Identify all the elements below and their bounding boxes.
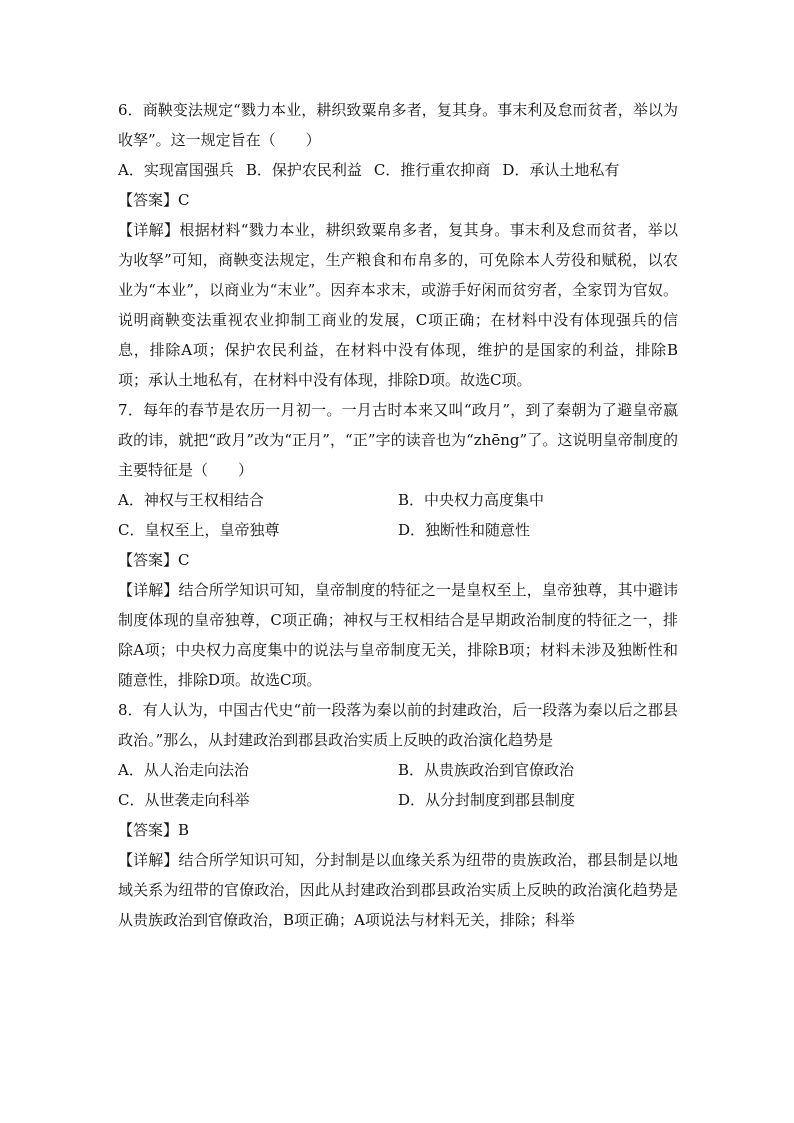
question-8-options bbox=[118, 755, 678, 815]
question-8-option-b: B．从贵族政治到官僚政治 bbox=[398, 761, 575, 779]
question-8-option-d: D．从分封制度到郡县制度 bbox=[398, 791, 576, 809]
question-7-stem: 7．每年的春节是农历一月初一。一月古时本来又叫“政月”，到了秦朝为了避皇帝嬴政的讳，就把“政月”改为“正月”，“正”字的读音也为“zhēng”了。这说明皇帝制度的主要特征是（ ） bbox=[118, 401, 678, 479]
question-7-option-a: A．神权与王权相结合 bbox=[118, 491, 264, 509]
question-7-detail: 【详解】结合所学知识可知，皇帝制度的特征之一是皇权至上，皇帝独尊，其中避讳制度体现的皇帝独尊，C项正确；神权与王权相结合是早期政治制度的特征之一，排除A项；中央权力高度集中的说法与皇帝制度无关，排除B项；材料未涉及独断性和随意性，排除D项。故选C项。 bbox=[118, 581, 678, 689]
question-6-options bbox=[118, 155, 678, 185]
question-7-option-c: C．皇权至上，皇帝独尊 bbox=[118, 521, 280, 539]
question-6-option-a: A．实现富国强兵 bbox=[118, 161, 234, 179]
question-8-detail: 【详解】结合所学知识可知，分封制是以血缘关系为纽带的贵族政治，郡县制是以地域关系为纽带的官僚政治，因此从封建政治到郡县政治实质上反映的政治演化趋势是从贵族政治到官僚政治，B项正确；A项说法与材料无关，排除；科举 bbox=[118, 851, 678, 929]
question-8-option-c: C．从世袭走向科举 bbox=[118, 791, 250, 809]
question-6-detail: 【详解】根据材料“戮力本业，耕织致粟帛多者，复其身。事末利及怠而贫者，举以为收孥”可知，商鞅变法规定，生产粮食和布帛多的，可免除本人劳役和赋税，以农业为“本业”，以商业为“末业”。因弃本求末，或游手好闲而贫穷者，全家罚为官奴。说明商鞅变法重视农业抑制工商业的发展，C项正确；在材料中没有体现强兵的信息，排除A项；保护农民利益，在材料中没有体现，维护的是国家的利益，排除B项；承认土地私有，在材料中没有体现，排除D项。故选C项。 bbox=[118, 221, 678, 389]
document-page bbox=[118, 95, 678, 935]
question-6-answer: 【答案】C bbox=[118, 191, 190, 209]
question-6-option-c: C．推行重农抑商 bbox=[373, 161, 491, 179]
question-8-stem: 8．有人认为，中国古代史“前一段落为秦以前的封建政治，后一段落为秦以后之郡县政治。”那么，从封建政治到郡县政治实质上反映的政治演化趋势是 bbox=[118, 701, 678, 749]
question-8-answer: 【答案】B bbox=[118, 821, 190, 839]
question-7-options bbox=[118, 485, 678, 545]
question-7-option-b: B．中央权力高度集中 bbox=[398, 491, 545, 509]
question-6-stem: 6．商鞅变法规定“戮力本业，耕织致粟帛多者，复其身。事末利及怠而贫者，举以为收孥”。这一规定旨在（ ） bbox=[118, 101, 678, 149]
question-7-answer: 【答案】C bbox=[118, 551, 190, 569]
question-7-option-d: D．独断性和随意性 bbox=[398, 521, 531, 539]
question-6-option-d: D．承认土地私有 bbox=[502, 161, 620, 179]
question-6-option-b: B．保护农民利益 bbox=[245, 161, 362, 179]
question-8-option-a: A．从人治走向法治 bbox=[118, 761, 249, 779]
